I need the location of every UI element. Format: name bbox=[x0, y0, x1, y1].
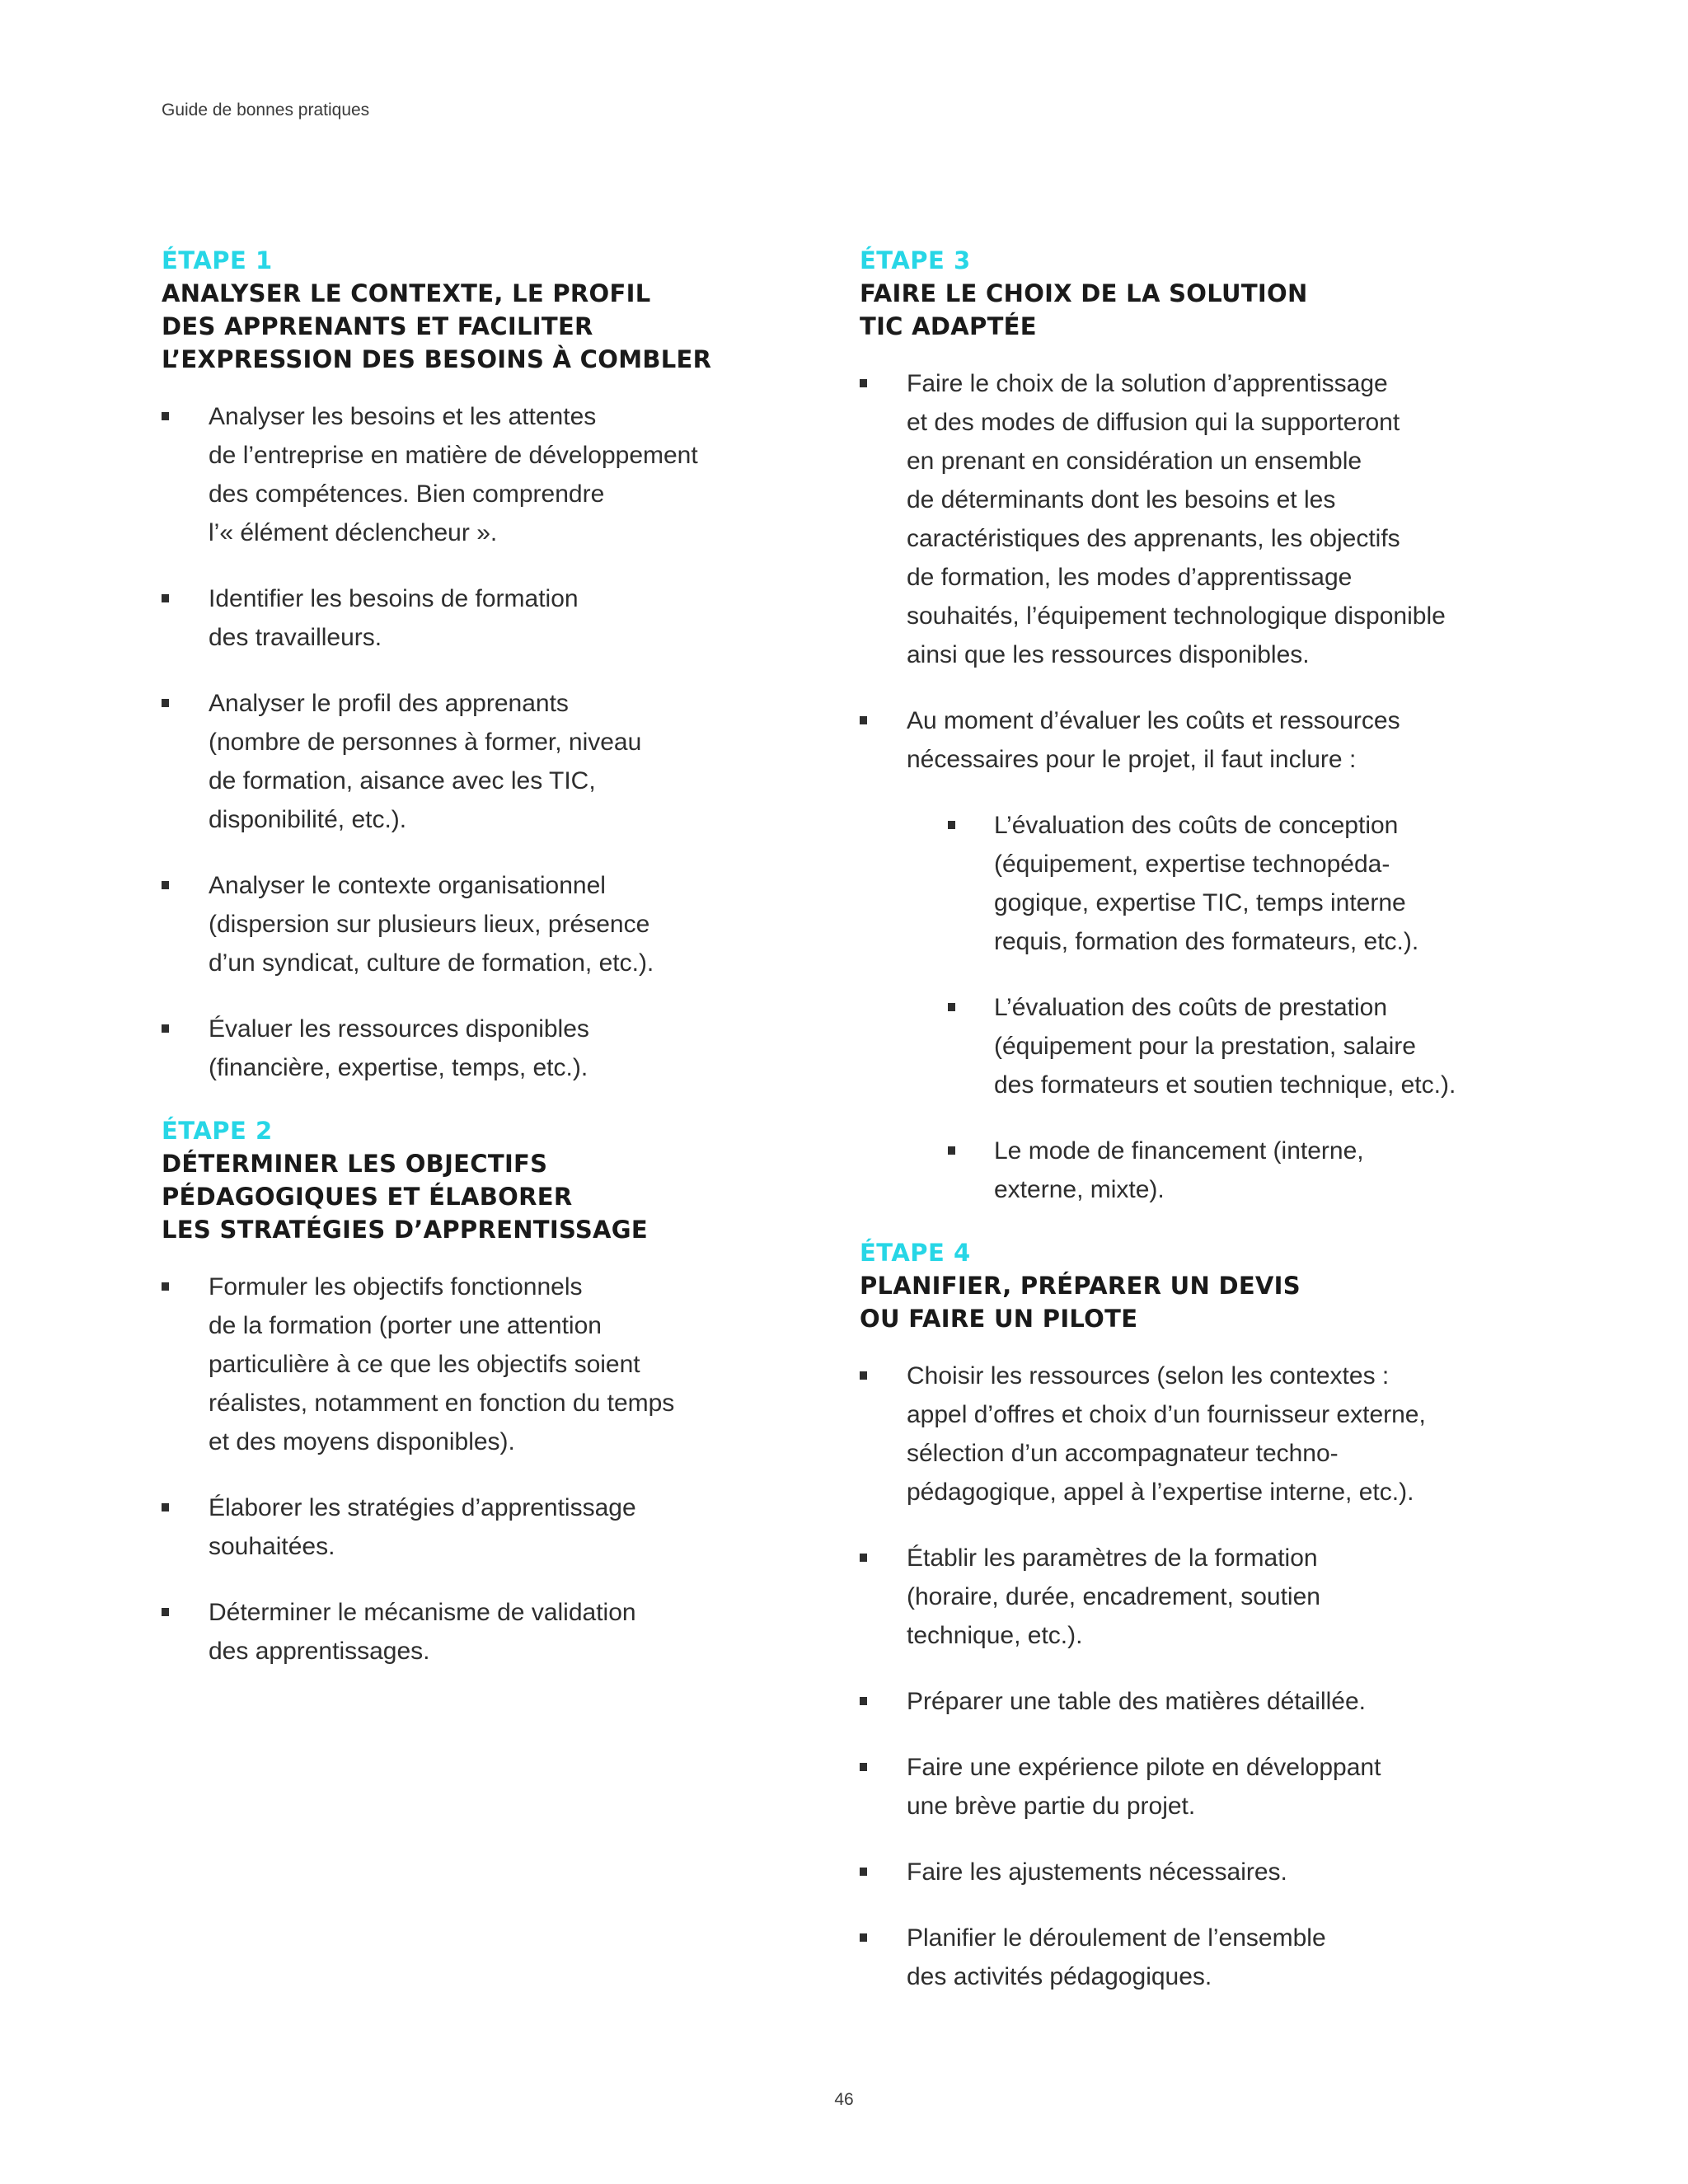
text-line: de formation, aisance avec les TIC, bbox=[209, 767, 596, 794]
text-line: sélection d’un accompagnateur techno- bbox=[907, 1440, 1339, 1467]
bullet-list bbox=[860, 1357, 1536, 1996]
text-line: Identifier les besoins de formation bbox=[209, 585, 579, 612]
text-line: caractéristiques des apprenants, les objectifs bbox=[907, 525, 1400, 552]
text-line: de la formation (porter une attention bbox=[209, 1312, 602, 1339]
text-line: l’« élément déclencheur ». bbox=[209, 519, 498, 546]
text-line: des compétences. Bien comprendre bbox=[209, 480, 605, 508]
text-line: de formation, les modes d’apprentissage bbox=[907, 564, 1353, 591]
step-title-line: FAIRE LE CHOIX DE LA SOLUTION bbox=[860, 279, 1308, 307]
square-bullet-icon bbox=[162, 881, 169, 889]
text-line: particulière à ce que les objectifs soient bbox=[209, 1351, 640, 1378]
list-item bbox=[860, 364, 1536, 674]
text-line: (équipement pour la prestation, salaire bbox=[994, 1033, 1416, 1060]
sub-list-item bbox=[948, 806, 1536, 961]
list-item bbox=[162, 397, 788, 552]
running-header: Guide de bonnes pratiques bbox=[162, 101, 370, 120]
sub-bullet-list bbox=[860, 806, 1536, 1209]
text-line: requis, formation des formateurs, etc.). bbox=[994, 928, 1419, 955]
step-section bbox=[162, 1114, 788, 1671]
step-title-line: LES STRATÉGIES D’APPRENTISSAGE bbox=[162, 1216, 648, 1244]
list-item bbox=[162, 1268, 788, 1461]
text-line: Analyser le profil des apprenants bbox=[209, 690, 569, 717]
list-item bbox=[162, 1010, 788, 1087]
step-section bbox=[860, 244, 1536, 1209]
square-bullet-icon bbox=[162, 1503, 169, 1511]
text-line: (horaire, durée, encadrement, soutien bbox=[907, 1583, 1320, 1610]
list-item bbox=[162, 1488, 788, 1566]
text-line: (dispersion sur plusieurs lieux, présence bbox=[209, 911, 650, 938]
list-item bbox=[860, 1853, 1536, 1891]
step-title-line: PLANIFIER, PRÉPARER UN DEVIS bbox=[860, 1272, 1301, 1300]
square-bullet-icon bbox=[162, 1282, 169, 1291]
text-line: des apprentissages. bbox=[209, 1638, 430, 1665]
step-title-line: DÉTERMINER LES OBJECTIFS bbox=[162, 1150, 548, 1178]
text-line: L’évaluation des coûts de prestation bbox=[994, 994, 1387, 1021]
square-bullet-icon bbox=[860, 1933, 867, 1942]
list-item bbox=[162, 1593, 788, 1671]
text-line: de déterminants dont les besoins et les bbox=[907, 486, 1336, 513]
text-line: Analyser le contexte organisationnel bbox=[209, 872, 606, 899]
text-line: pédagogique, appel à l’expertise interne, etc.). bbox=[907, 1479, 1414, 1506]
text-line: (nombre de personnes à former, niveau bbox=[209, 729, 642, 756]
step-title-line: OU FAIRE UN PILOTE bbox=[860, 1305, 1138, 1333]
text-line: L’évaluation des coûts de conception bbox=[994, 812, 1399, 839]
step-title-line: ANALYSER LE CONTEXTE, LE PROFIL bbox=[162, 279, 651, 307]
step-label: ÉTAPE 1 bbox=[162, 246, 273, 274]
list-item bbox=[162, 579, 788, 657]
step-label: ÉTAPE 4 bbox=[860, 1239, 971, 1267]
text-line: disponibilité, etc.). bbox=[209, 806, 407, 833]
list-item bbox=[162, 866, 788, 982]
text-line: Au moment d’évaluer les coûts et ressources bbox=[907, 707, 1400, 734]
text-line: technique, etc.). bbox=[907, 1622, 1083, 1649]
square-bullet-icon bbox=[860, 1371, 867, 1380]
square-bullet-icon bbox=[860, 379, 867, 387]
text-line: Formuler les objectifs fonctionnels bbox=[209, 1273, 583, 1301]
text-line: Déterminer le mécanisme de validation bbox=[209, 1599, 636, 1626]
step-title bbox=[860, 277, 1536, 343]
square-bullet-icon bbox=[162, 412, 169, 420]
text-line: Évaluer les ressources disponibles bbox=[209, 1015, 589, 1043]
text-line: d’un syndicat, culture de formation, etc.). bbox=[209, 949, 654, 977]
list-item bbox=[860, 1919, 1536, 1996]
text-line: nécessaires pour le projet, il faut inclure : bbox=[907, 746, 1357, 773]
step-title bbox=[860, 1269, 1536, 1335]
list-item bbox=[860, 1682, 1536, 1721]
sub-list-item bbox=[948, 988, 1536, 1104]
text-line: et des modes de diffusion qui la supporteront bbox=[907, 409, 1400, 436]
text-line: des activités pédagogiques. bbox=[907, 1963, 1212, 1990]
square-bullet-icon bbox=[860, 716, 867, 724]
text-line: souhaités, l’équipement technologique disponible bbox=[907, 602, 1446, 630]
text-line: Faire le choix de la solution d’apprentissage bbox=[907, 370, 1388, 397]
text-line: réalistes, notamment en fonction du temps bbox=[209, 1390, 675, 1417]
step-title bbox=[162, 277, 788, 376]
text-line: des travailleurs. bbox=[209, 624, 382, 651]
text-line: une brève partie du projet. bbox=[907, 1793, 1196, 1820]
text-line: Choisir les ressources (selon les contextes : bbox=[907, 1362, 1390, 1390]
list-item bbox=[860, 1539, 1536, 1655]
square-bullet-icon bbox=[860, 1554, 867, 1562]
text-line: (financière, expertise, temps, etc.). bbox=[209, 1054, 588, 1081]
square-bullet-icon bbox=[860, 1763, 867, 1771]
step-title-line: PÉDAGOGIQUES ET ÉLABORER bbox=[162, 1183, 573, 1211]
square-bullet-icon bbox=[162, 594, 169, 602]
step-title bbox=[162, 1147, 788, 1246]
text-line: Faire une expérience pilote en développant bbox=[907, 1754, 1381, 1781]
left-column bbox=[162, 244, 788, 1698]
text-line: (équipement, expertise technopéda- bbox=[994, 851, 1390, 878]
text-line: Planifier le déroulement de l’ensemble bbox=[907, 1924, 1326, 1952]
square-bullet-icon bbox=[948, 821, 955, 829]
text-line: Le mode de financement (interne, bbox=[994, 1137, 1364, 1165]
square-bullet-icon bbox=[860, 1868, 867, 1876]
step-label: ÉTAPE 3 bbox=[860, 246, 971, 274]
text-line: Élaborer les stratégies d’apprentissage bbox=[209, 1494, 636, 1521]
text-line: gogique, expertise TIC, temps interne bbox=[994, 889, 1406, 916]
text-line: Analyser les besoins et les attentes bbox=[209, 403, 597, 430]
text-line: Préparer une table des matières détaillée. bbox=[907, 1688, 1366, 1715]
text-line: des formateurs et soutien technique, etc.). bbox=[994, 1071, 1456, 1099]
step-section bbox=[162, 244, 788, 1087]
step-title-line: DES APPRENANTS ET FACILITER bbox=[162, 312, 593, 340]
step-section bbox=[860, 1236, 1536, 1996]
square-bullet-icon bbox=[162, 1608, 169, 1616]
list-item bbox=[860, 1748, 1536, 1825]
list-item bbox=[162, 684, 788, 839]
page-number: 46 bbox=[834, 2090, 854, 2109]
text-line: et des moyens disponibles). bbox=[209, 1428, 515, 1455]
step-label: ÉTAPE 2 bbox=[162, 1117, 273, 1145]
square-bullet-icon bbox=[948, 1003, 955, 1011]
list-item bbox=[860, 701, 1536, 1209]
text-line: ainsi que les ressources disponibles. bbox=[907, 641, 1310, 668]
square-bullet-icon bbox=[162, 699, 169, 707]
list-item bbox=[860, 1357, 1536, 1511]
text-line: appel d’offres et choix d’un fournisseur externe, bbox=[907, 1401, 1426, 1428]
text-line: de l’entreprise en matière de développement bbox=[209, 442, 698, 469]
square-bullet-icon bbox=[860, 1697, 867, 1705]
bullet-list bbox=[162, 1268, 788, 1671]
sub-list-item bbox=[948, 1132, 1536, 1209]
square-bullet-icon bbox=[162, 1024, 169, 1033]
text-line: Faire les ajustements nécessaires. bbox=[907, 1858, 1287, 1886]
text-line: Établir les paramètres de la formation bbox=[907, 1544, 1318, 1572]
bullet-list bbox=[860, 364, 1536, 1209]
text-line: souhaitées. bbox=[209, 1533, 335, 1560]
step-title-line: TIC ADAPTÉE bbox=[860, 312, 1037, 340]
text-line: en prenant en considération un ensemble bbox=[907, 448, 1362, 475]
text-line: externe, mixte). bbox=[994, 1176, 1165, 1203]
step-title-line: L’EXPRESSION DES BESOINS À COMBLER bbox=[162, 345, 712, 373]
right-column bbox=[860, 244, 1536, 2023]
bullet-list bbox=[162, 397, 788, 1087]
square-bullet-icon bbox=[948, 1146, 955, 1155]
